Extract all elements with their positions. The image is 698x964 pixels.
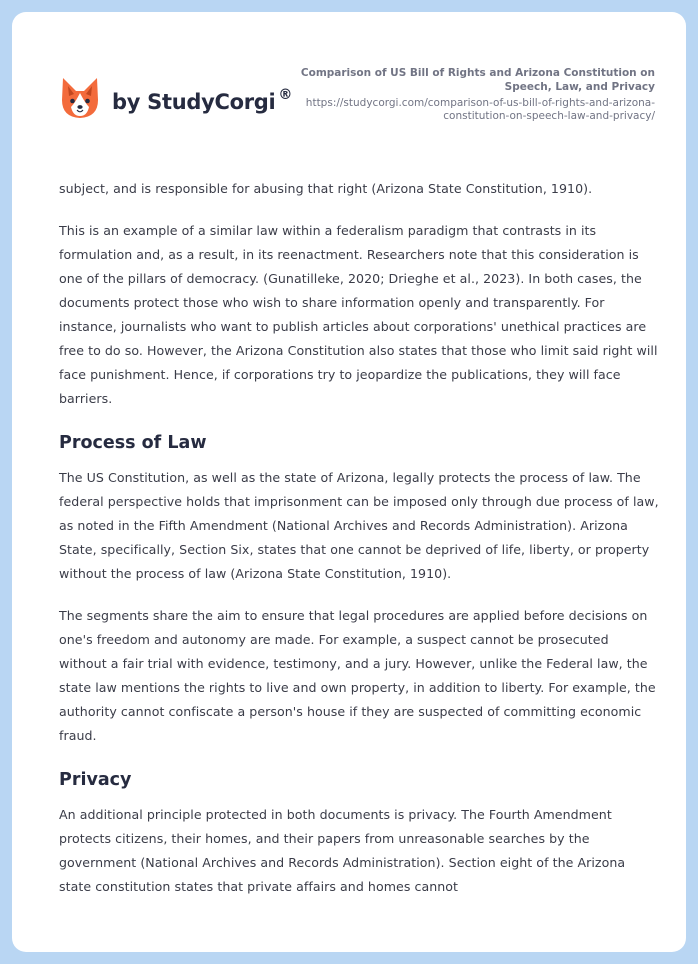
registered-mark: ®: [278, 86, 293, 103]
article-body: [59, 177, 659, 917]
document-url[interactable]: https://studycorgi.com/comparison-of-us-bill-of-rights-and-arizona-constitution-on-speech-law-and-privacy/: [305, 97, 655, 122]
section-heading-process-of-law: Process of Law: [59, 433, 207, 453]
document-meta: [295, 66, 655, 123]
brand-text: by StudyCorgi: [112, 89, 276, 114]
document-title: Comparison of US Bill of Rights and Arizona Constitution on Speech, Law, and Privacy: [300, 67, 655, 93]
paragraph: subject, and is responsible for abusing that right (Arizona State Constitution, 1910).: [59, 181, 593, 196]
document-page: [12, 12, 686, 952]
studycorgi-logo[interactable]: [60, 76, 292, 120]
paragraph: An additional principle protected in both documents is privacy. The Fourth Amendment protects citizens, their homes, and their papers from unreasonable searches by the government (National Archives and Records Administration). Section eight of the Arizona state constitution states that private affairs and homes cannot: [59, 807, 626, 894]
brand-name: [112, 86, 293, 114]
paragraph: This is an example of a similar law within a federalism paradigm that contrasts in its formulation and, as a result, in its reenactment. Researchers note that this consideration is one of the pillars of democracy. (Gunatilleke, 2020; Drieghe et al., 2023). In both cases, the documents protect those who wish to share information openly and transparently. For instance, journalists who want to publish articles about corporations' unethical practices are free to do so. However, the Arizona Constitution also states that those who limit said right will face punishment. Hence, if corporations try to jeopardize the publications, they will face barriers.: [59, 223, 658, 406]
section-heading-privacy: Privacy: [59, 770, 132, 790]
paragraph: The US Constitution, as well as the state of Arizona, legally protects the process of law. The federal perspective holds that imprisonment can be imposed only through due process of law, as noted in the Fifth Amendment (National Archives and Records Administration). Arizona State, specifically, Section Six, states that one cannot be deprived of life, liberty, or property without the process of law (Arizona State Constitution, 1910).: [59, 470, 659, 581]
paragraph: The segments share the aim to ensure that legal procedures are applied before decisions on one's freedom and autonomy are made. For example, a suspect cannot be prosecuted without a fair trial with evidence, testimony, and a jury. However, unlike the Federal law, the state law mentions the rights to live and own property, in addition to liberty. For example, the authority cannot confiscate a person's house if they are suspected of committing economic fraud.: [59, 608, 656, 743]
corgi-icon: [60, 76, 100, 120]
